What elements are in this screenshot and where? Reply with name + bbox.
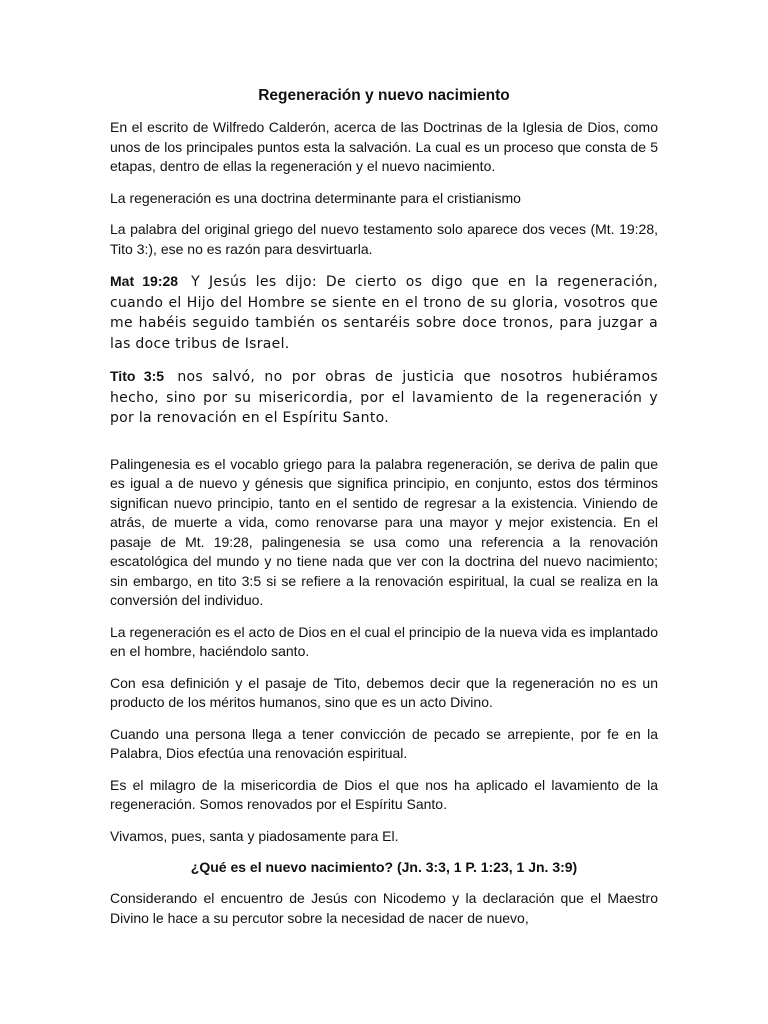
verse-reference: Tito 3:5: [110, 368, 165, 384]
paragraph-nicodemus: Considerando el encuentro de Jesús con Nicodemo y la declaración que el Maestro Divino le hace a su percutor sobre la necesidad de nacer de nuevo,: [110, 890, 658, 926]
paragraph-greek-word: La palabra del original griego del nuevo testamento solo aparece dos veces (Mt. 19:28, Tito 3:), ese no es razón para desvirtuarla.: [110, 221, 658, 257]
paragraph-divine-act: Con esa definición y el pasaje de Tito, debemos decir que la regeneración no es un producto de los méritos humanos, sino que es un acto Divino.: [110, 674, 658, 710]
verse-titus: [110, 366, 658, 429]
paragraph-definition: La regeneración es el acto de Dios en el cual el principio de la nueva vida es implantado en el hombre, haciéndolo santo.: [110, 623, 658, 659]
verse-reference: Mat 19:28: [110, 273, 179, 289]
section-subtitle: ¿Qué es el nuevo nacimiento? (Jn. 3:3, 1 P. 1:23, 1 Jn. 3:9): [190, 859, 578, 875]
document-page: [110, 86, 658, 940]
verse-matthew: [110, 271, 658, 354]
document-title: Regeneración y nuevo nacimiento: [258, 87, 510, 104]
paragraph-intro: En el escrito de Wilfredo Calderón, acerca de las Doctrinas de la Iglesia de Dios, como unos de los principales puntos esta la salvación. La cual es un proceso que consta de 5 etapas, dentro de ellas la regeneración y el nuevo nacimiento.: [110, 119, 658, 174]
paragraph-miracle: Es el milagro de la misericordia de Dios el que nos ha aplicado el lavamiento de la regeneración. Somos renovados por el Espíritu Santo.: [110, 776, 658, 812]
spacer: [110, 441, 658, 455]
paragraph-doctrine: La regeneración es una doctrina determinante para el cristianismo: [110, 189, 521, 206]
verse-text: Y Jesús les dijo: De cierto os digo que en la regeneración, cuando el Hijo del Hombre se siente en el trono de su gloria, vosotros que me habéis seguido también os sentaréis sobre doce tronos, para juzgar a las doce tribus de Israel.: [110, 274, 658, 352]
paragraph-conviction: Cuando una persona llega a tener convicción de pecado se arrepiente, por fe en la Palabra, Dios efectúa una renovación espiritual.: [110, 725, 658, 761]
verse-text: nos salvó, no por obras de justicia que nosotros hubiéramos hecho, sino por su misericordia, por el lavamiento de la regeneración y por la renovación en el Espíritu Santo.: [110, 369, 658, 426]
paragraph-palingenesia: Palingenesia es el vocablo griego para la palabra regeneración, se deriva de palin que es igual a de nuevo y génesis que significa principio, en conjunto, estos dos términos significan nuevo principio, tanto en el sentido de regresar a la existencia. Viniendo de atrás, de muerte a vida, como renovarse para una mayor y mejor existencia. En el pasaje de Mt. 19:28, palingenesia se usa como una referencia a la renovación escatológica del mundo y no tiene nada que ver con la doctrina del nuevo nacimiento; sin embargo, en tito 3:5 si se refiere a la renovación espiritual, la cual se realiza en la conversión del individuo.: [110, 455, 658, 608]
paragraph-exhortation: Vivamos, pues, santa y piadosamente para El.: [110, 827, 399, 844]
